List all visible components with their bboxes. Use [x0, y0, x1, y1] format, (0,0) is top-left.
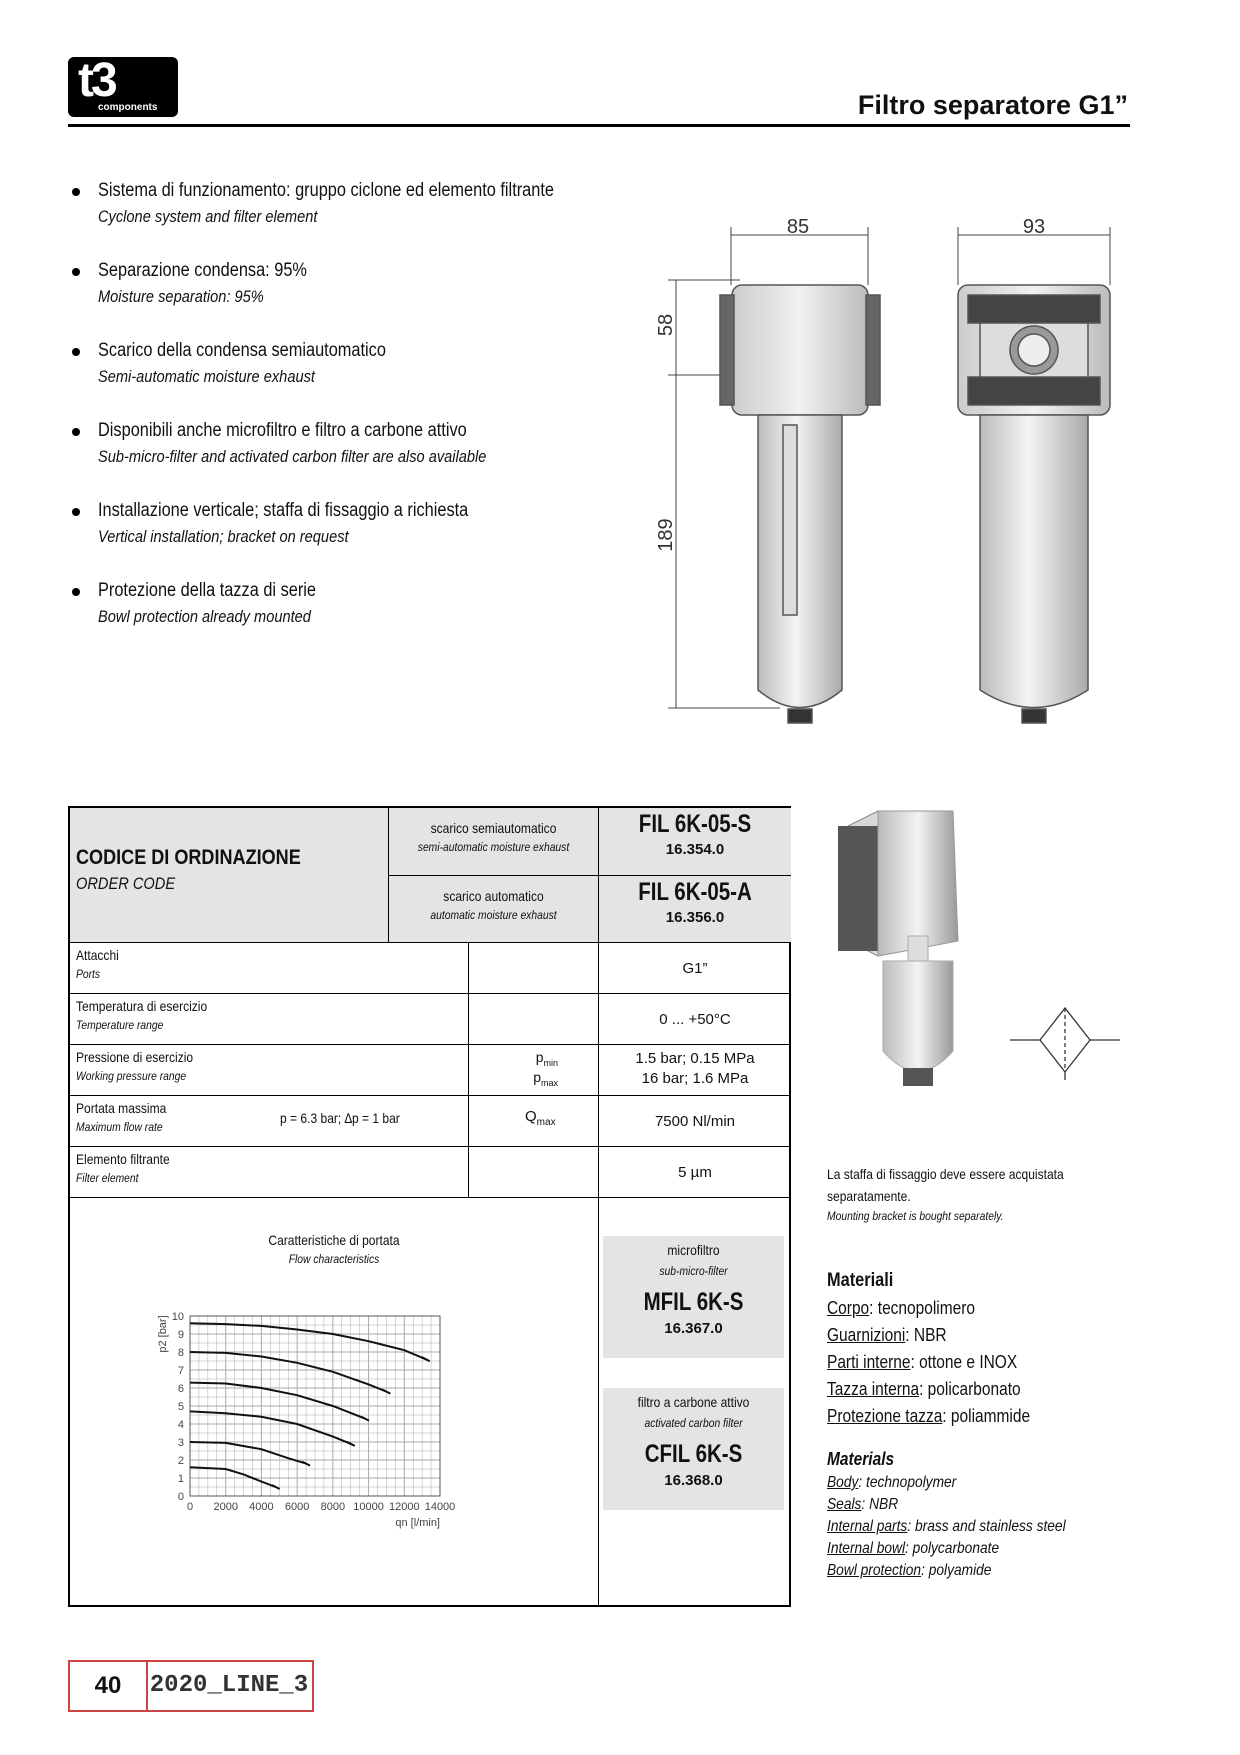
- spec-en: Working pressure range: [76, 1069, 187, 1083]
- catalog-line: 2020_LINE_3: [149, 1672, 309, 1699]
- extra-label-it: filtro a carbone attivo: [637, 1394, 750, 1410]
- spec-table: [68, 806, 791, 1607]
- spec-en: Maximum flow rate: [76, 1120, 163, 1134]
- spec-row-label: [70, 942, 468, 993]
- variant-label: [388, 875, 598, 942]
- spec-value: [598, 1095, 791, 1146]
- x-tick-label: 10000: [353, 1501, 384, 1513]
- y-tick-label: 2: [177, 1455, 184, 1467]
- bullet-icon: [72, 588, 80, 596]
- symbol-pmin: $p_{min}$: [535, 1049, 558, 1068]
- feature-item: [70, 340, 670, 420]
- feature-it: Scarico della condensa semiautomatico: [98, 340, 386, 361]
- spec-en: Temperature range: [76, 1018, 164, 1032]
- spec-value: [598, 993, 791, 1044]
- variant-label-en: automatic moisture exhaust: [430, 908, 557, 922]
- material-row: Parti interne: ottone e INOX: [827, 1352, 1018, 1372]
- spec-symbol: [468, 942, 598, 993]
- flow-chart: [150, 1308, 570, 1598]
- feature-en: Semi-automatic moisture exhaust: [98, 367, 315, 386]
- bullet-icon: [72, 348, 80, 356]
- x-tick-label: 2000: [213, 1501, 238, 1513]
- x-tick-label: 14000: [424, 1501, 456, 1513]
- spec-row-label: [70, 1044, 468, 1095]
- x-axis-label: qn [l/min]: [395, 1517, 440, 1529]
- bracket-note: [827, 1163, 1117, 1223]
- company-logo: [68, 54, 178, 117]
- y-tick-label: 9: [177, 1329, 184, 1341]
- bullet-icon: [72, 188, 80, 196]
- dim-189: 189: [655, 518, 677, 552]
- feature-item: [70, 580, 670, 660]
- product-number: 16.356.0: [665, 909, 725, 926]
- variant-code: [598, 875, 791, 942]
- bullet-icon: [72, 268, 80, 276]
- extra-number: 16.368.0: [664, 1472, 723, 1489]
- x-tick-label: 6000: [284, 1501, 310, 1513]
- spec-value-text: 7500 Nl/min: [654, 1113, 736, 1130]
- spec-value-text: 5 µm: [678, 1164, 712, 1181]
- feature-en: Sub-micro-filter and activated carbon filter are also available: [98, 447, 487, 466]
- y-tick-label: 6: [177, 1383, 184, 1395]
- order-code-en: ORDER CODE: [76, 874, 176, 893]
- product-code: FIL 6K-05-A: [638, 878, 752, 906]
- spec-en: Ports: [76, 967, 101, 981]
- feature-en: Bowl protection already mounted: [98, 607, 311, 626]
- bullet-icon: [72, 508, 80, 516]
- y-tick-label: 5: [177, 1401, 184, 1413]
- note-it: La staffa di fissaggio deve essere acquistata separatamente.: [827, 1166, 1064, 1204]
- y-tick-label: 3: [177, 1437, 184, 1449]
- material-row-en: Bowl protection: polyamide: [827, 1562, 992, 1579]
- material-row: Corpo: tecnopolimero: [827, 1298, 976, 1318]
- front-view: [720, 285, 880, 723]
- y-tick-label: 0: [177, 1491, 184, 1503]
- material-row-en: Internal bowl: polycarbonate: [827, 1540, 1000, 1557]
- materials-title-it: Materiali: [827, 1270, 894, 1291]
- feature-item: [70, 500, 670, 580]
- filter-symbol-icon: [1010, 1000, 1120, 1080]
- side-view: [958, 285, 1110, 723]
- spec-row-label: [70, 993, 468, 1044]
- dim-93: 93: [1022, 216, 1046, 238]
- extra-code: CFIL 6K-S: [644, 1440, 743, 1468]
- spec-value-text-2: 16 bar; 1.6 MPa: [641, 1070, 749, 1087]
- materials-block: [827, 1270, 1157, 1580]
- spec-condition: p = 6.3 bar; ∆p = 1 bar: [280, 1110, 400, 1126]
- spec-value-text: G1”: [682, 960, 708, 977]
- feature-item: [70, 420, 670, 500]
- extras-column: [598, 1197, 791, 1605]
- variant-label-it: scarico semiautomatico: [430, 820, 557, 836]
- extra-label-it: microfiltro: [667, 1242, 720, 1258]
- feature-item: [70, 260, 670, 340]
- feature-it: Protezione della tazza di serie: [98, 580, 316, 601]
- dim-85: 85: [786, 216, 810, 238]
- order-code-it: CODICE DI ORDINAZIONE: [76, 846, 301, 869]
- header-rule: [68, 124, 1130, 127]
- y-tick-label: 4: [177, 1419, 184, 1431]
- logo-subtitle: components: [98, 102, 158, 113]
- materials-title-en: Materials: [827, 1449, 895, 1469]
- x-tick-label: 4000: [249, 1501, 274, 1513]
- technical-drawing: [640, 205, 1130, 725]
- x-tick-label: 0: [186, 1501, 194, 1513]
- extra-number: 16.367.0: [664, 1320, 723, 1337]
- spec-it: Pressione di esercizio: [76, 1049, 194, 1065]
- product-photo: [838, 806, 978, 1096]
- material-row: Protezione tazza: poliammide: [827, 1406, 1031, 1426]
- spec-value: [598, 942, 791, 993]
- extra-code: MFIL 6K-S: [643, 1288, 744, 1316]
- feature-en: Vertical installation; bracket on request: [98, 527, 349, 546]
- y-tick-label: 7: [177, 1365, 184, 1377]
- symbol-pmax: $p_{max}$: [533, 1069, 558, 1088]
- feature-en: Cyclone system and filter element: [98, 207, 318, 226]
- flow-curve: [190, 1467, 276, 1487]
- x-tick-label: 8000: [320, 1501, 346, 1513]
- variant-code: [598, 808, 791, 875]
- spec-symbol: [468, 1044, 598, 1095]
- product-number: 16.354.0: [665, 841, 725, 858]
- spec-it: Portata massima: [76, 1100, 167, 1116]
- material-row-en: Internal parts: brass and stainless steel: [827, 1518, 1066, 1535]
- spec-row-label: [70, 1095, 468, 1146]
- feature-it: Sistema di funzionamento: gruppo ciclone ed elemento filtrante: [98, 180, 554, 201]
- flow-title-en: Flow characteristics: [288, 1252, 380, 1266]
- spec-it: Elemento filtrante: [76, 1151, 170, 1167]
- y-tick-label: 8: [177, 1347, 184, 1359]
- feature-it: Installazione verticale; staffa di fissaggio a richiesta: [98, 500, 469, 521]
- spec-it: Attacchi: [76, 947, 119, 963]
- material-row-en: Body: technopolymer: [827, 1474, 957, 1491]
- curve-end-mark: [422, 1357, 430, 1361]
- spec-symbol: [468, 1146, 598, 1197]
- flow-title-it: Caratteristiche di portata: [268, 1232, 400, 1248]
- bullet-icon: [72, 428, 80, 436]
- logo-mark: t3: [78, 54, 115, 107]
- curve-end-mark: [361, 1417, 369, 1421]
- material-row-en: Seals: NBR: [827, 1496, 899, 1513]
- order-code-cell: [70, 808, 388, 942]
- extra-box: [603, 1236, 784, 1358]
- symbol-qmax: $Q_{max}$: [525, 1108, 556, 1128]
- spec-value-text: 0 ... +50°C: [659, 1011, 731, 1028]
- y-tick-label: 1: [177, 1473, 184, 1485]
- x-tick-label: 12000: [388, 1501, 420, 1513]
- note-en: Mounting bracket is bought separately.: [827, 1209, 1004, 1223]
- page-footer: [68, 1660, 314, 1712]
- feature-list: [70, 180, 670, 660]
- spec-value: [598, 1044, 791, 1095]
- feature-en: Moisture separation: 95%: [98, 287, 264, 306]
- extra-box: [603, 1388, 784, 1510]
- material-row: Tazza interna: policarbonato: [827, 1379, 1021, 1399]
- variant-label-it: scarico automatico: [443, 888, 544, 904]
- variant-label: [388, 808, 598, 875]
- spec-value-text: 1.5 bar; 0.15 MPa: [635, 1050, 755, 1067]
- extra-label-en: sub-micro-filter: [659, 1264, 728, 1278]
- spec-symbol: [468, 1095, 598, 1146]
- page-title: Filtro separatore G1”: [857, 90, 1128, 120]
- y-tick-label: 10: [171, 1311, 184, 1323]
- feature-it: Disponibili anche microfiltro e filtro a carbone attivo: [98, 420, 467, 441]
- feature-item: [70, 180, 670, 260]
- spec-it: Temperatura di esercizio: [76, 998, 208, 1014]
- spec-row-label: [70, 1146, 468, 1197]
- page-number: 40: [70, 1662, 148, 1710]
- spec-symbol: [468, 993, 598, 1044]
- extra-label-en: activated carbon filter: [644, 1416, 743, 1430]
- spec-value: [598, 1146, 791, 1197]
- y-axis-label: p2 [bar]: [157, 1315, 169, 1353]
- material-row: Guarnizioni: NBR: [827, 1325, 947, 1345]
- variant-label-en: semi-automatic moisture exhaust: [417, 840, 570, 854]
- flow-chart-cell: [70, 1197, 598, 1605]
- dim-58: 58: [655, 313, 677, 337]
- spec-en: Filter element: [76, 1171, 139, 1185]
- feature-it: Separazione condensa: 95%: [98, 260, 307, 281]
- product-code: FIL 6K-05-S: [638, 810, 752, 838]
